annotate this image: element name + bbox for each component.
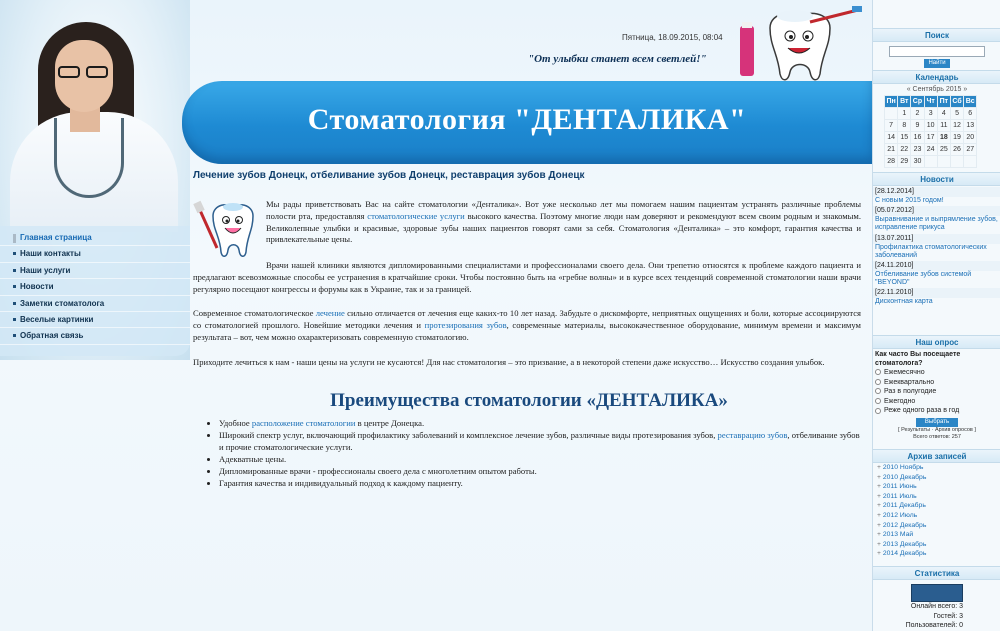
treatment-paragraph: Современное стоматологическое лечение сильно отличается от лечения еще каких-то 10 лет назад. Забудьте о дискомфорте, неприятных ощущениях и боли, которые ассоциируются со стоматологией прошлого. Новейшие методики лечения и протезирования зубов, современные материалы, высококачественное оборудование, минимум времени и максимум результата – вот, чем можно охарактеризовать современную стоматологию.: [193, 308, 861, 342]
tooth-mascot-icon: [740, 4, 870, 84]
advantages-list: [219, 417, 865, 489]
archive-link[interactable]: + 2010 Ноябрь: [873, 463, 1000, 473]
news-date: [28.12.2014]: [873, 187, 1000, 197]
archive-link[interactable]: + 2012 Июль: [873, 511, 1000, 521]
vote-button[interactable]: Выбрать: [916, 418, 958, 427]
list-item: • Широкий спектр услуг, включающий профилактику заболеваний и комплексное лечение зубов, различные виды протезирования зубов, реставрацию зубов, отбеливание зубов и прочие стоматологические услуги.: [219, 429, 865, 453]
location-link[interactable]: расположение стоматологии: [251, 418, 356, 428]
menu-item-contacts[interactable]: Наши контакты: [0, 246, 190, 262]
news-date: [13.07.2011]: [873, 234, 1000, 244]
archive-link[interactable]: + 2013 Май: [873, 530, 1000, 540]
menu-item-notes[interactable]: Заметки стоматолога: [0, 296, 190, 312]
menu-item-services[interactable]: Наши услуги: [0, 263, 190, 279]
radio-icon[interactable]: [875, 388, 881, 394]
search-block: [873, 28, 1000, 68]
calendar-block: [873, 70, 1000, 168]
news-link[interactable]: С новым 2015 годом!: [875, 197, 944, 204]
page-subheading: Лечение зубов Донецк, отбеливание зубов Донецк, реставрация зубов Донецк: [193, 170, 585, 181]
calendar-today[interactable]: 18: [937, 132, 950, 144]
menu-item-pictures[interactable]: Веселые картинки: [0, 312, 190, 328]
stats-block: [873, 566, 1000, 631]
site-title: Стоматология "ДЕНТАЛИКА": [307, 103, 747, 136]
news-block: [873, 172, 1000, 307]
list-item: • Гарантия качества и индивидуальный подход к каждому пациенту.: [219, 477, 865, 489]
poll-option[interactable]: Реже одного раза в год: [873, 406, 1000, 416]
news-date: [22.11.2010]: [873, 288, 1000, 298]
list-item: • Удобное расположение стоматологии в центре Донецка.: [219, 417, 865, 429]
right-sidebar: [872, 0, 1000, 631]
stats-title: Статистика: [873, 566, 1000, 580]
doctors-paragraph: Врачи нашей клиники являются дипломированными специалистами и профессионалами своего дела. Они трепетно относятся к проблеме каждого пациента и предлагают всевозможные способы ее устранения в кратчайшие сроки. Чтобы постоянно быть на «гребне волны» и в курсе всех тенденций современной стоматологии наши врачи регулярно посещают конгрессы и форумы как в Украине, так и за границей.: [193, 260, 861, 294]
poll-results-link[interactable]: [ Результаты · Архив опросов ]: [898, 426, 976, 433]
calendar-grid: Пн Вт Ср Чт Пт Сб Вс 1 2 3 4 5 6 7 8 9 10 11 12 13 14 15 16 17 18 19 20 21 22 23 24 25 26 27 28 29 30: [884, 95, 977, 168]
radio-icon[interactable]: [875, 379, 881, 385]
intro-paragraph: Мы рады приветствовать Вас на сайте стоматологии «Денталика». Вот уже несколько лет мы помогаем нашим пациентам устранять различные проблемы полости рта, предоставляя стоматологические услуги высокого качества. Поэтому многие люди нам доверяют и рекомендуют всем своим родным и знакомым. Великолепные улыбки и красивые, здоровые зубы наших пациентов говорят сами за себя. Стоматология «Денталика» – это комфорт, гарантия качества и привлекательные цены.: [266, 199, 861, 245]
news-link[interactable]: Отбеливание зубов системой "BEYOND": [875, 271, 972, 287]
left-navigation: [0, 226, 190, 356]
poll-question: Как часто Вы посещаете стоматолога?: [875, 351, 961, 367]
menu-item-home[interactable]: Главная страница: [0, 230, 190, 246]
archive-link[interactable]: + 2014 Декабрь: [873, 549, 1000, 559]
archive-link[interactable]: + 2010 Декабрь: [873, 473, 1000, 483]
calendar-title: Календарь: [873, 70, 1000, 84]
poll-block: [873, 335, 1000, 441]
search-title: Поиск: [873, 28, 1000, 42]
stats-counter-icon[interactable]: [911, 584, 963, 602]
calendar-month-nav[interactable]: « Сентябрь 2015 »: [906, 86, 968, 93]
online-guests: Гостей: 3: [933, 612, 963, 620]
news-date: [05.07.2012]: [873, 206, 1000, 216]
poll-total: Всего ответов: 257: [913, 433, 961, 440]
poll-title: Наш опрос: [873, 335, 1000, 349]
restoration-link[interactable]: реставрацию зубов: [717, 430, 788, 440]
radio-icon[interactable]: [875, 369, 881, 375]
list-item: • Адекватные цены.: [219, 453, 865, 465]
archive-block: [873, 449, 1000, 559]
archive-link[interactable]: + 2011 Декабрь: [873, 501, 1000, 511]
archive-link[interactable]: + 2012 Декабрь: [873, 521, 1000, 531]
archive-title: Архив записей: [873, 449, 1000, 463]
online-users: Пользователей: 0: [905, 622, 963, 629]
news-title: Новости: [873, 172, 1000, 186]
news-date: [24.11.2010]: [873, 261, 1000, 271]
prosthetics-link[interactable]: протезирования зубов: [424, 319, 507, 330]
slogan: "От улыбки станет всем светлей!": [528, 53, 707, 65]
poll-option[interactable]: Ежеквартально: [873, 378, 1000, 388]
news-link[interactable]: Профилактика стоматологических заболеваний: [875, 243, 987, 259]
tooth-with-brush-icon: [193, 198, 257, 262]
poll-option[interactable]: Ежегодно: [873, 397, 1000, 407]
search-button[interactable]: Найти: [924, 59, 950, 68]
search-input[interactable]: [889, 46, 985, 57]
online-total: Онлайн всего: 3: [910, 603, 963, 610]
archive-link[interactable]: + 2011 Июль: [873, 492, 1000, 502]
treatment-link[interactable]: лечение: [315, 308, 345, 318]
archive-link[interactable]: + 2011 Июнь: [873, 482, 1000, 492]
list-item: • Дипломированные врачи - профессионалы своего дела с многолетним опытом работы.: [219, 465, 865, 477]
menu-item-news[interactable]: Новости: [0, 279, 190, 295]
archive-link[interactable]: + 2013 Декабрь: [873, 540, 1000, 550]
radio-icon[interactable]: [875, 408, 881, 414]
dental-services-link[interactable]: стоматологические услуги: [367, 210, 465, 221]
news-link[interactable]: Дисконтная карта: [875, 298, 933, 306]
site-banner: [182, 81, 872, 164]
news-link[interactable]: Выравнивание и выпрямление зубов, исправление прикуса: [875, 216, 998, 232]
poll-option[interactable]: Раз в полугодие: [873, 387, 1000, 397]
radio-icon[interactable]: [875, 398, 881, 404]
prices-paragraph: Приходите лечиться к нам - наши цены на услуги не кусаются! Для нас стоматология – это призвание, а в некоторой степени даже искусство… Искусство создания улыбок.: [193, 357, 825, 367]
advantages-title: Преимущества стоматологии «ДЕНТАЛИКА»: [330, 390, 728, 411]
current-date: Пятница, 18.09.2015, 08:04: [622, 33, 723, 42]
menu-item-feedback[interactable]: Обратная связь: [0, 328, 190, 344]
poll-option[interactable]: Ежемесячно: [873, 368, 1000, 378]
